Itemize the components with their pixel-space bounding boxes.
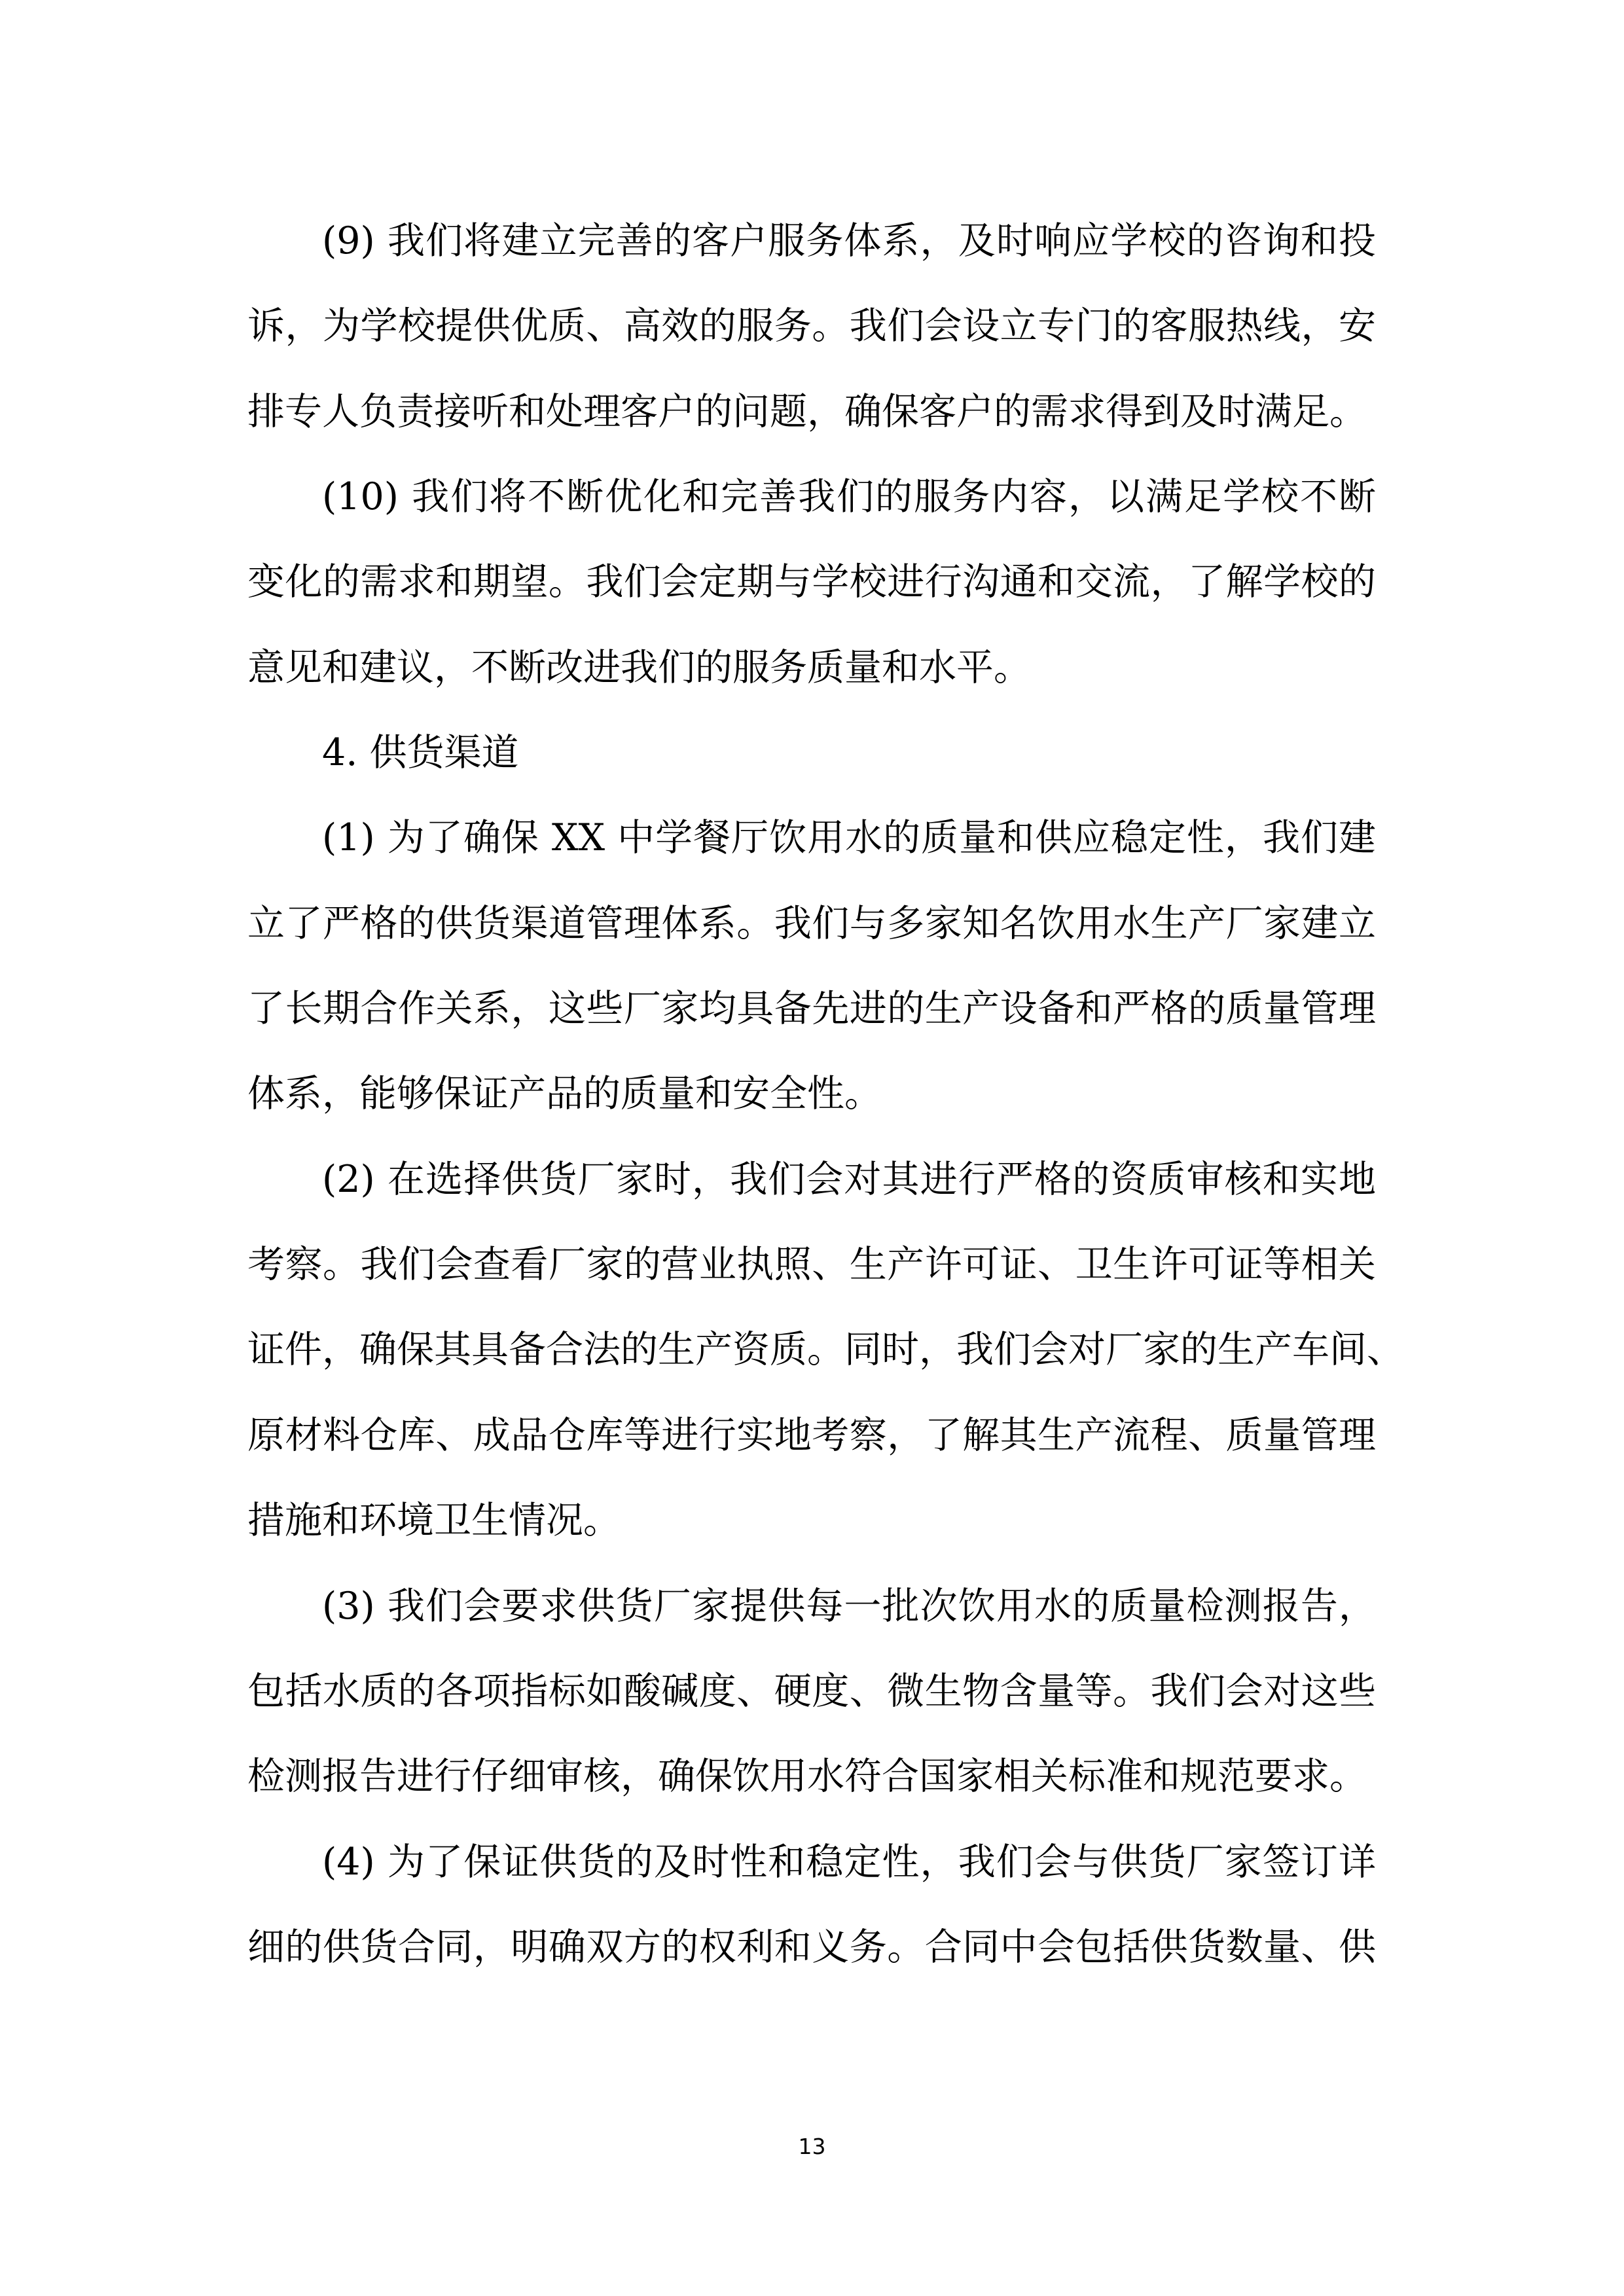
page-number: 13 — [798, 2134, 826, 2159]
text-line: 变化的需求和期望。我们会定期与学校进行沟通和交流，了解学校的 — [247, 560, 1376, 604]
body-text — [247, 198, 1404, 1990]
text-line: 意见和建议，不断改进我们的服务质量和水平。 — [247, 645, 1031, 689]
text-line: 证件，确保其具备合法的生产资质。同时，我们会对厂家的生产车间、 — [247, 1328, 1404, 1372]
text-line: (1) 为了确保 XX 中学餐厅饮用水的质量和供应稳定性，我们建 — [322, 816, 1376, 860]
paragraph-4-3 — [247, 1564, 1376, 1820]
paragraph-4-4 — [247, 1820, 1376, 1990]
text-line: 了长期合作关系，这些厂家均具备先进的生产设备和严格的质量管理 — [247, 987, 1376, 1031]
text-line: 体系，能够保证产品的质量和安全性。 — [247, 1072, 882, 1116]
text-line: 立了严格的供货渠道管理体系。我们与多家知名饮用水生产厂家建立 — [247, 901, 1376, 945]
text-line: (9) 我们将建立完善的客户服务体系，及时响应学校的咨询和投 — [322, 219, 1376, 262]
text-line: (4) 为了保证供货的及时性和稳定性，我们会与供货厂家签订详 — [322, 1840, 1376, 1884]
text-line: (2) 在选择供货厂家时，我们会对其进行严格的资质审核和实地 — [322, 1157, 1376, 1201]
text-line: 细的供货合同，明确双方的权利和义务。合同中会包括供货数量、供 — [247, 1925, 1376, 1969]
section-heading — [247, 710, 1376, 795]
paragraph-10 — [247, 454, 1376, 710]
text-line: 排专人负责接听和处理客户的问题，确保客户的需求得到及时满足。 — [247, 389, 1367, 433]
text-line: (3) 我们会要求供货厂家提供每一批次饮用水的质量检测报告， — [322, 1584, 1376, 1628]
heading-text: 4. 供货渠道 — [322, 731, 519, 775]
text-line: 诉，为学校提供优质、高效的服务。我们会设立专门的客服热线，安 — [247, 304, 1376, 348]
paragraph-9 — [247, 198, 1376, 454]
text-line: 考察。我们会查看厂家的营业执照、生产许可证、卫生许可证等相关 — [247, 1243, 1376, 1287]
paragraph-4-1 — [247, 795, 1376, 1136]
paragraph-4-2 — [247, 1137, 1404, 1564]
text-line: 检测报告进行仔细审核，确保饮用水符合国家相关标准和规范要求。 — [247, 1755, 1367, 1799]
text-line: (10) 我们将不断优化和完善我们的服务内容，以满足学校不断 — [322, 475, 1376, 519]
text-line: 原材料仓库、成品仓库等进行实地考察，了解其生产流程、质量管理 — [247, 1413, 1376, 1457]
text-line: 措施和环境卫生情况。 — [247, 1499, 621, 1543]
text-line: 包括水质的各项指标如酸碱度、硬度、微生物含量等。我们会对这些 — [247, 1669, 1376, 1713]
